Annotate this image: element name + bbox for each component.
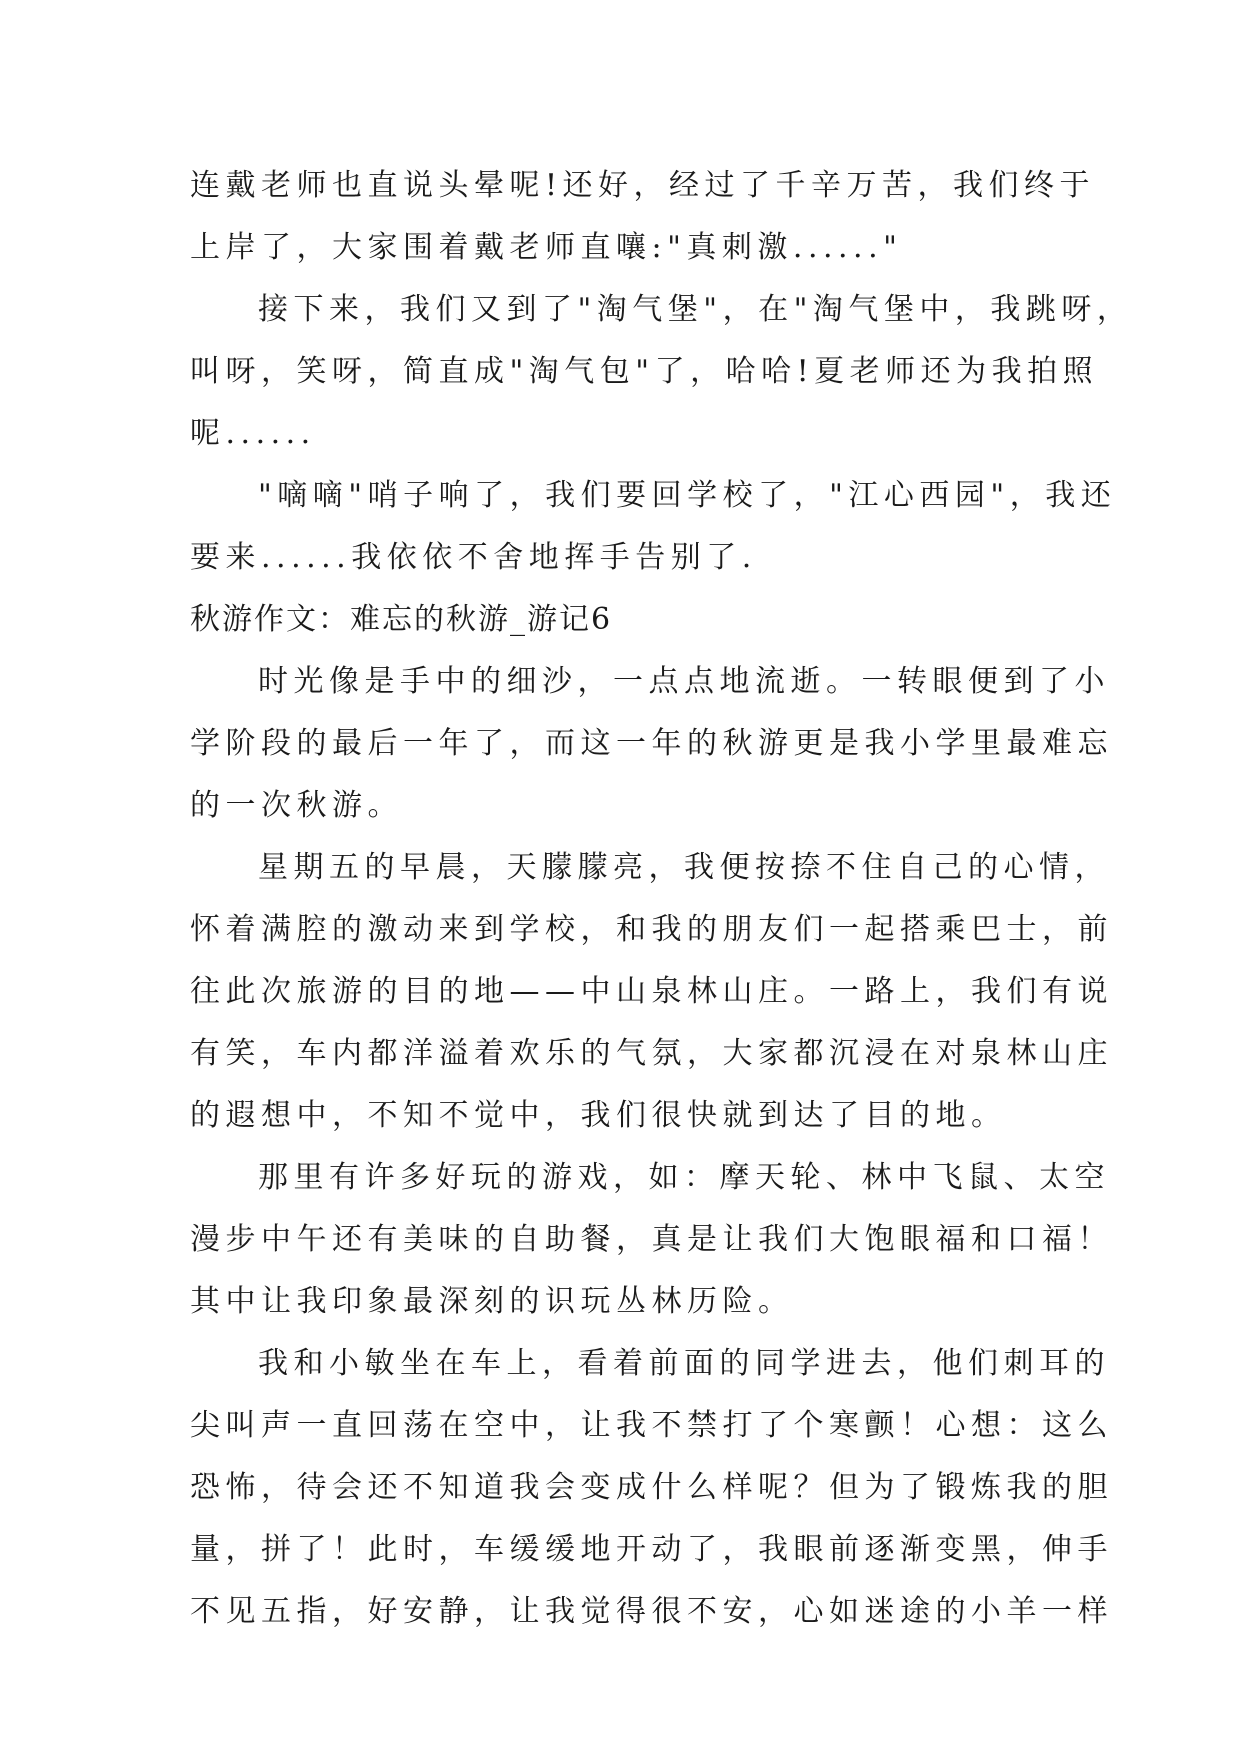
paragraph-first-line: 星期五的早晨，天朦朦亮，我便按捺不住自己的心情，: [258, 850, 1110, 885]
text-line: 量，拼了！此时，车缓缓地开动了，我眼前逐渐变黑，伸手: [190, 1532, 1113, 1567]
text-line: 尖叫声一直回荡在空中，让我不禁打了个寒颤！心想：这么: [190, 1408, 1113, 1443]
paragraph-first-line: 我和小敏坐在车上，看着前面的同学进去，他们刺耳的: [258, 1346, 1110, 1381]
paragraph-first-line: 时光像是手中的细沙，一点点地流逝。一转眼便到了小: [258, 664, 1110, 699]
text-line: 的一次秋游。: [190, 788, 403, 823]
paragraph-first-line: 接下来，我们又到了"淘气堡"，在"淘气堡中，我跳呀，: [258, 292, 1133, 327]
text-line: 上岸了，大家围着戴老师直嚷:"真刺激......": [190, 230, 903, 265]
text-line: 其中让我印象最深刻的识玩丛林历险。: [190, 1284, 794, 1319]
text-line: 不见五指，好安静，让我觉得很不安，心如迷途的小羊一样: [190, 1594, 1113, 1629]
text-line: 有笑，车内都洋溢着欢乐的气氛，大家都沉浸在对泉林山庄: [190, 1036, 1113, 1071]
text-line: 呢......: [190, 416, 316, 451]
paragraph-first-line: "嘀嘀"哨子响了，我们要回学校了，"江心西园"，我还: [258, 478, 1117, 513]
text-line: 学阶段的最后一年了，而这一年的秋游更是我小学里最难忘: [190, 726, 1113, 761]
text-line: 连戴老师也直说头晕呢!还好，经过了千辛万苦，我们终于: [190, 168, 1096, 203]
text-line: 漫步中午还有美味的自助餐，真是让我们大饱眼福和口福！: [190, 1222, 1113, 1257]
text-line: 要来......我依依不舍地挥手告别了.: [190, 540, 757, 575]
text-line: 的遐想中，不知不觉中，我们很快就到达了目的地。: [190, 1098, 1007, 1133]
document-body: [190, 155, 1133, 1643]
section-title: 秋游作文：难忘的秋游_游记6: [190, 602, 613, 637]
text-line: 恐怖，待会还不知道我会变成什么样呢？但为了锻炼我的胆: [190, 1470, 1113, 1505]
paragraph-first-line: 那里有许多好玩的游戏，如：摩天轮、林中飞鼠、太空: [258, 1160, 1110, 1195]
text-line: 叫呀，笑呀，简直成"淘气包"了，哈哈!夏老师还为我拍照: [190, 354, 1099, 389]
text-line: 怀着满腔的激动来到学校，和我的朋友们一起搭乘巴士，前: [190, 912, 1113, 947]
text-line: 往此次旅游的目的地——中山泉林山庄。一路上，我们有说: [190, 974, 1113, 1009]
